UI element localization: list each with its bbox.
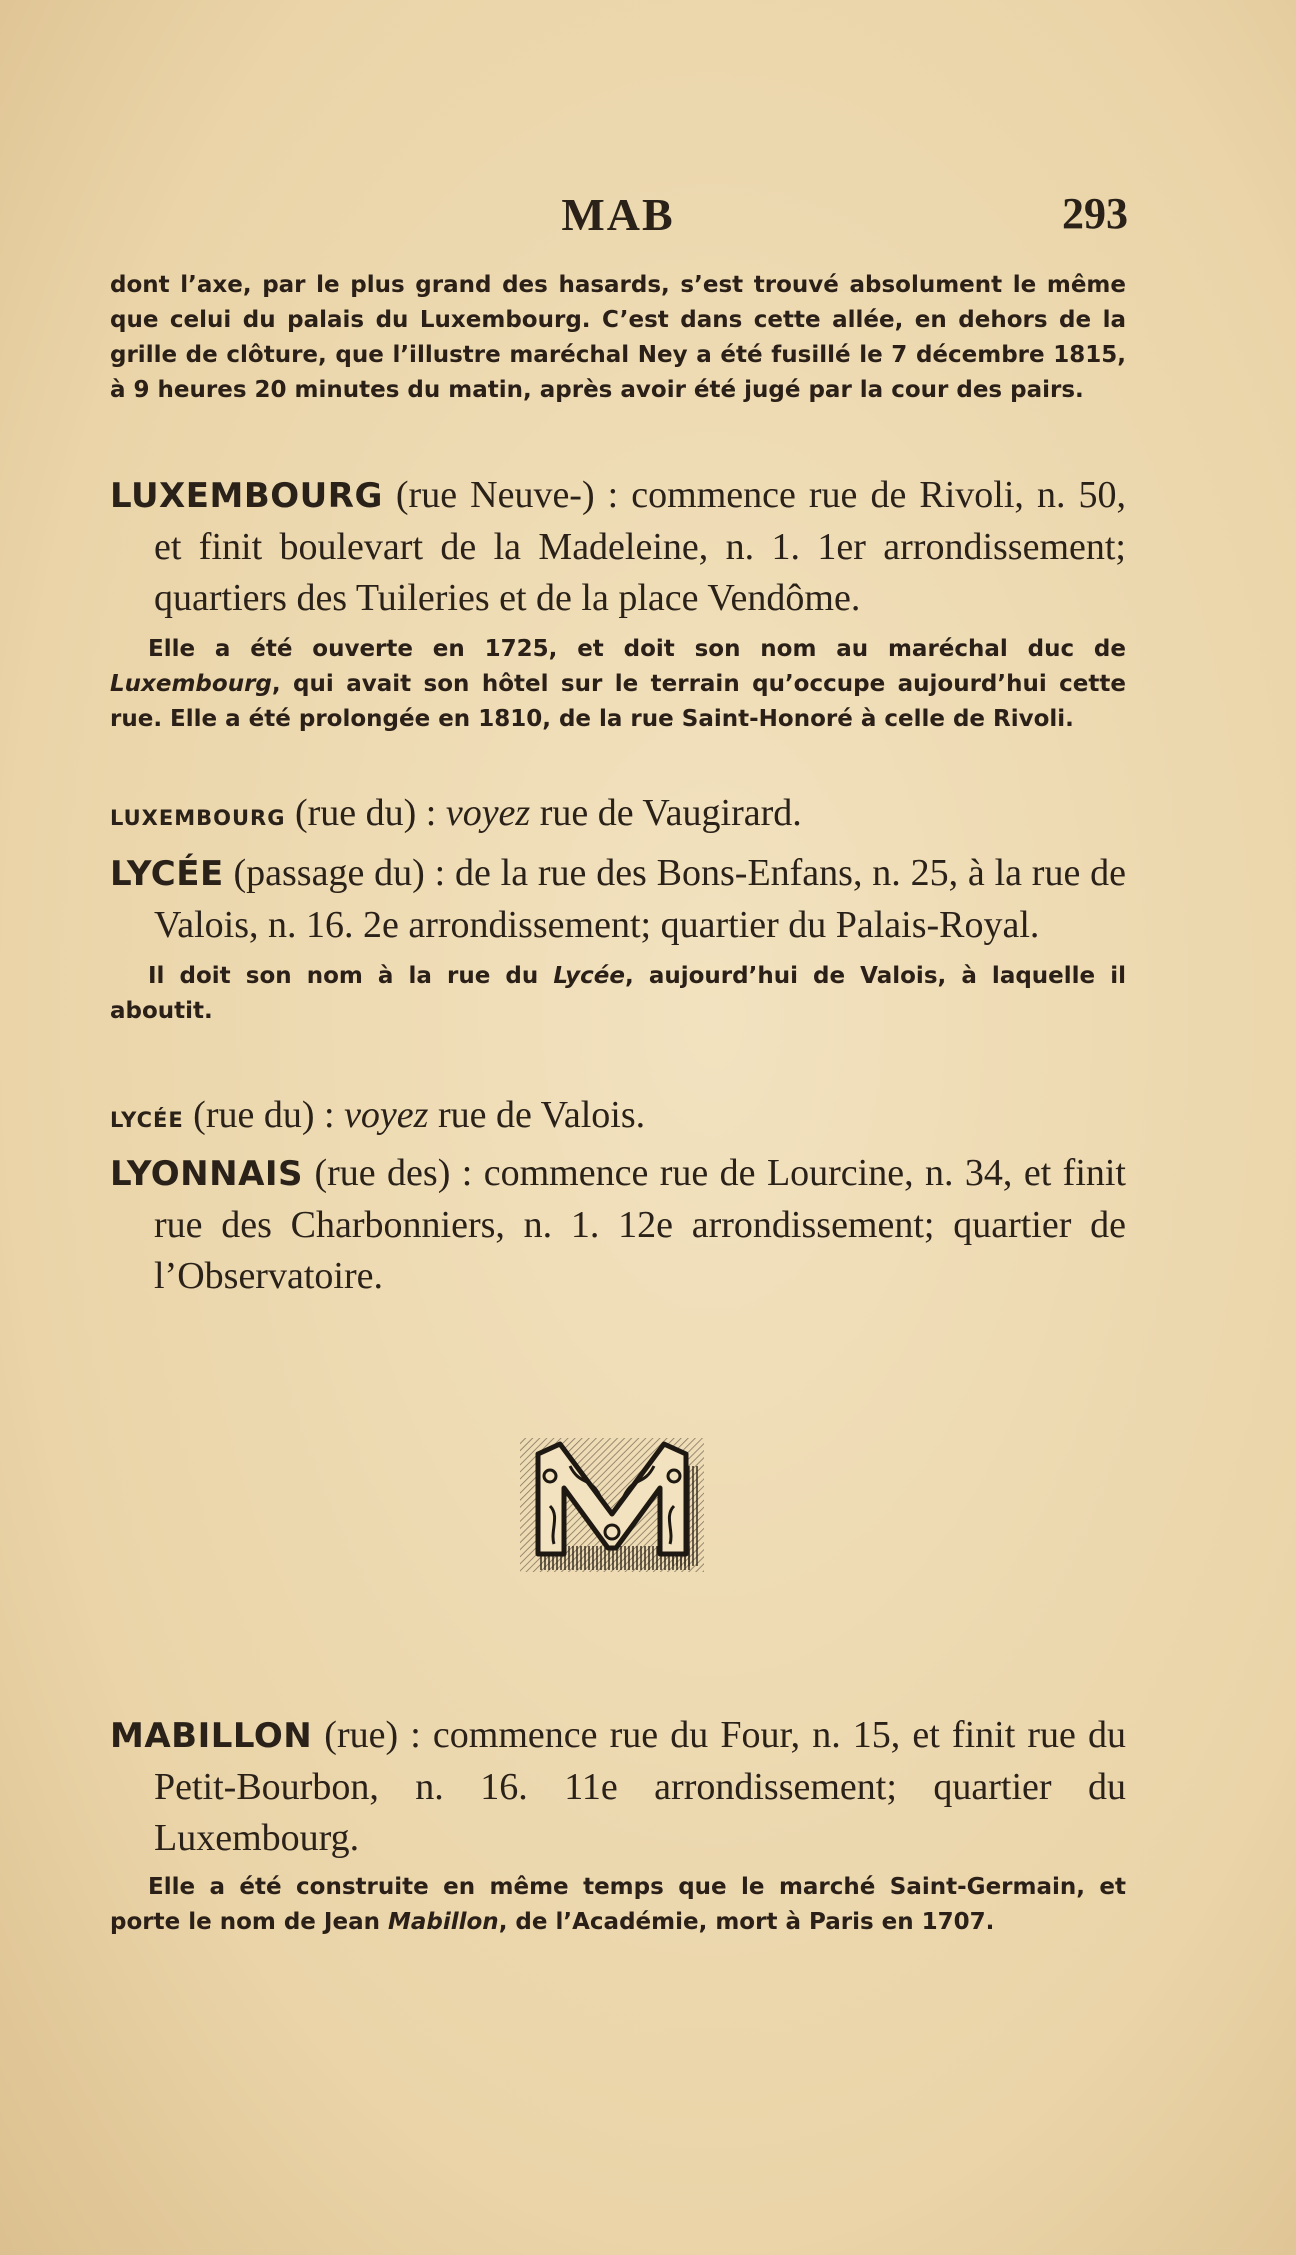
see-italic: voyez	[445, 792, 531, 834]
entry-text	[110, 470, 1126, 624]
entry-text: (rue du) :	[285, 792, 446, 834]
see-italic: voyez	[344, 1094, 429, 1136]
entry-text	[110, 848, 1126, 951]
note-italic: Luxembourg	[110, 671, 272, 697]
note-italic: Lycée	[553, 963, 625, 989]
entry-text: (rue du) :	[183, 1094, 345, 1136]
entry-lyonnais	[110, 1148, 1126, 1302]
note-text: Elle a été ouverte en 1725, et doit son nom au maréchal duc de	[148, 636, 1126, 662]
note-text-end: , aujourd’hui de Valois, à laquelle il aboutit.	[110, 963, 1126, 1024]
entry-luxembourg-du	[110, 788, 1126, 844]
running-title: MAB	[561, 189, 675, 240]
note-text-end: , qui avait son hôtel sur le terrain qu’occupe aujourd’hui cette rue. Elle a été prolongée en 1810, de la rue Saint-Honoré à celle de Rivoli.	[110, 671, 1126, 732]
note-text-end: , de l’Académie, mort à Paris en 1707.	[498, 1909, 995, 1935]
continuation-paragraph: dont l’axe, par le plus grand des hasards, s’est trouvé absolument le même que celui du palais du Luxembourg. C’est dans cette allée, en dehors de la grille de clôture, que l’illustre maréchal Ney a été fusillé le 7 décembre 1815, à 9 heures 20 minutes du matin, après avoir été jugé par la cour des pairs.	[110, 272, 1126, 403]
entry-mabillon	[110, 1710, 1126, 1940]
entry-luxembourg-neuve	[110, 470, 1126, 737]
entry-text	[110, 1148, 1126, 1302]
entry-lycee-passage	[110, 848, 1126, 1029]
entry-lycee-rue	[110, 1090, 1126, 1146]
headword: LYONNAIS	[110, 1154, 304, 1194]
headword: LYCÉE	[110, 1108, 184, 1132]
entry-text	[110, 1710, 1126, 1864]
headword: LYCÉE	[110, 854, 224, 894]
headword: LUXEMBOURG	[110, 476, 383, 516]
decorative-initial-m-icon	[520, 1436, 704, 1574]
entry-body: (rue des) : commence rue de Lourcine, n. 34, et finit rue des Charbonniers, n. 1. 12e arrondissement; quartier de l’Observatoire.	[154, 1152, 1126, 1297]
note-text: Elle a été construite en même temps que le marché Saint-Germain, et porte le nom de Jean	[110, 1874, 1126, 1935]
headword: MABILLON	[110, 1716, 313, 1756]
entry-note	[110, 632, 1126, 737]
note-text: Il doit son nom à la rue du	[148, 963, 554, 989]
entry-text-end: rue de Vaugirard.	[530, 792, 802, 834]
headword: LUXEMBOURG	[110, 806, 286, 830]
entry-body: (rue) : commence rue du Four, n. 15, et finit rue du Petit-Bourbon, n. 16. 11e arrondissement; quartier du Luxembourg.	[154, 1714, 1126, 1859]
entry-note	[110, 1870, 1126, 1940]
entry-body: (rue Neuve-) : commence rue de Rivoli, n. 50, et finit boulevart de la Madeleine, n. 1. 1er arrondissement; quartiers des Tuileries et de la place Vendôme.	[154, 474, 1126, 619]
entry-note	[110, 959, 1126, 1029]
note-italic: Mabillon	[387, 1909, 499, 1935]
page-number: 293	[1062, 189, 1128, 238]
entry-body: (passage du) : de la rue des Bons-Enfans, n. 25, à la rue de Valois, n. 16. 2e arrondissement; quartier du Palais-Royal.	[154, 852, 1126, 946]
entry-text-end: rue de Valois.	[428, 1094, 646, 1136]
running-head	[108, 188, 1128, 248]
